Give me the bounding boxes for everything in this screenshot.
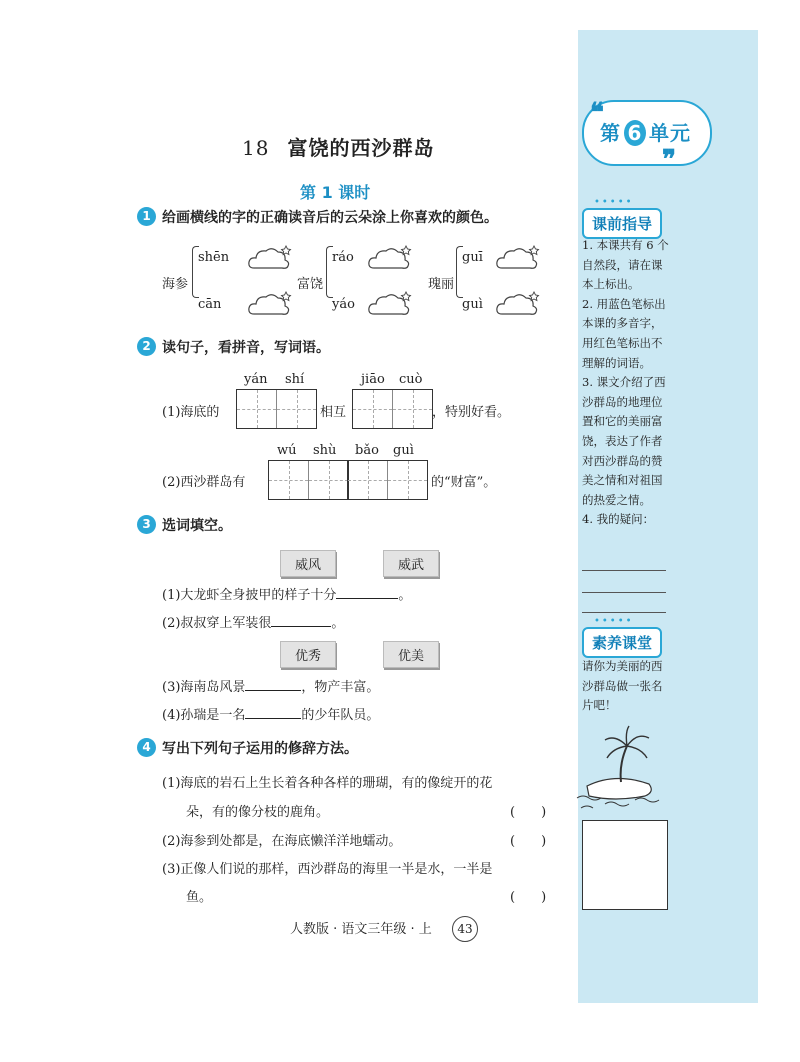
q4-s2: (2)海参到处都是，在海底懒洋洋地蠕动。 [162, 834, 402, 849]
q2-s2-prefix: (2)西沙群岛有 [162, 475, 246, 490]
cloud-icon[interactable] [246, 290, 292, 316]
guide-line: 1. 本课共有 6 个 [582, 238, 669, 252]
blank-1[interactable] [336, 584, 398, 599]
guide-line: 的热爱之情。 [582, 492, 651, 507]
cloud-icon[interactable] [494, 244, 540, 270]
word-chip-weiwu: 威武 [383, 550, 439, 577]
q3-number-icon: 3 [137, 515, 156, 534]
q4-s3-line2: 鱼。 [186, 890, 213, 905]
lesson-number: 18 [242, 136, 270, 160]
pinyin-cuo: cuò [399, 372, 423, 387]
answer-box-baogui[interactable] [347, 460, 428, 500]
guide-line: 2. 用蓝色笔标出 [582, 296, 666, 311]
q2-s1-suffix: ，特别好看。 [432, 405, 511, 420]
q1-pinyin-option: guī [462, 250, 483, 265]
q1-prompt: 给画横线的字的正确读音后的云朵涂上你喜欢的颜色。 [162, 210, 498, 226]
guide-line: 4. 我的疑问： [582, 512, 655, 527]
quote-close-icon: ❞ [662, 145, 676, 175]
q2-s2-suffix: 的“财富”。 [431, 475, 497, 490]
q4-prompt: 写出下列句子运用的修辞方法。 [162, 741, 358, 757]
sidebar-card-box [582, 820, 668, 910]
guide-line: 饶，表达了作者 [582, 433, 663, 448]
guide-line: 自然段，请在课 [582, 257, 663, 272]
blank-2[interactable] [271, 612, 331, 627]
unit-number: 6 [624, 120, 646, 146]
answer-box-yanshi[interactable] [236, 389, 317, 429]
q1-pinyin-option: yáo [332, 297, 355, 312]
unit-prefix: 第 [600, 121, 621, 145]
q1-word-1: 富饶 [297, 277, 324, 292]
word-chip-weifeng: 威风 [280, 550, 336, 577]
q1-pinyin-option: ráo [332, 250, 354, 265]
island-illustration-icon [575, 724, 665, 810]
blank-4[interactable] [245, 704, 301, 719]
q3-s4: (4)孙瑞是一名 的少年队员。 [162, 704, 379, 723]
guide-line: 本上标出。 [582, 277, 640, 292]
q2-prompt: 读句子，看拼音，写词语。 [162, 340, 330, 356]
quote-open-icon: ❝ [590, 98, 604, 128]
unit-suffix: 单元 [649, 121, 691, 145]
quality-heading: 素养课堂 [582, 627, 662, 658]
pinyin-wu: wú [277, 443, 297, 458]
page-number: 43 [452, 916, 478, 942]
guide-dots: ••••• [594, 197, 634, 208]
q4-s1-line2: 朵，有的像分枝的鹿角。 [186, 805, 330, 820]
quality-line: 沙群岛做一张名 [582, 678, 663, 693]
guide-line: 置和它的美丽富 [582, 414, 663, 429]
pinyin-shu: shù [313, 443, 337, 458]
q2-s1-middle: 相互 [320, 405, 347, 420]
pinyin-yan: yán [244, 372, 268, 387]
question-line-2 [582, 592, 666, 593]
q3-prompt: 选词填空。 [162, 518, 232, 534]
q3-s2: (2)叔叔穿上军装很 。 [162, 612, 344, 631]
pinyin-shi: shí [285, 372, 305, 387]
q4-s3-line1: (3)正像人们说的那样，西沙群岛的海里一半是水，一半是 [162, 862, 493, 877]
q1-pinyin-option: cān [198, 297, 222, 312]
q1-word-0: 海参 [162, 277, 189, 292]
guide-line: 用红色笔标出不 [582, 335, 663, 350]
answer-paren-2[interactable]: ( ) [510, 834, 547, 849]
question-line-3 [582, 612, 666, 613]
cloud-icon[interactable] [494, 290, 540, 316]
answer-box-wushu[interactable] [268, 460, 349, 500]
footer-edition: 人教版 · 语文三年级 · 上 [290, 922, 432, 937]
blank-3[interactable] [245, 676, 301, 691]
q1-pinyin-option: guì [462, 297, 483, 312]
guide-text [582, 236, 674, 530]
quality-dots: ••••• [594, 616, 634, 627]
q1-pinyin-option: shēn [198, 250, 230, 265]
pinyin-bao: bǎo [355, 443, 379, 458]
unit-label [600, 117, 691, 146]
answer-paren-1[interactable]: ( ) [510, 805, 547, 820]
q2-s1-prefix: (1)海底的 [162, 405, 220, 420]
quality-line: 片吧！ [582, 698, 617, 713]
pinyin-gui: guì [393, 443, 414, 458]
guide-heading: 课前指导 [582, 208, 662, 239]
guide-line: 沙群岛的地理位 [582, 394, 663, 409]
answer-paren-3[interactable]: ( ) [510, 890, 547, 905]
guide-line: 对西沙群岛的赞 [582, 453, 663, 468]
q1-number-icon: 1 [137, 207, 156, 226]
quality-line: 请你为美丽的西 [582, 659, 663, 673]
lesson-period: 第 1 课时 [300, 183, 371, 202]
guide-line: 美之情和对祖国 [582, 473, 663, 488]
q3-s3: (3)海南岛风景 ，物产丰富。 [162, 676, 379, 695]
pinyin-jiao: jiāo [361, 372, 385, 387]
word-chip-youmei: 优美 [383, 641, 439, 668]
guide-line: 理解的词语。 [582, 355, 651, 370]
answer-box-jiaocuo[interactable] [352, 389, 433, 429]
lesson-title: 富饶的西沙群岛 [287, 136, 435, 160]
question-line-1 [582, 570, 666, 571]
cloud-icon[interactable] [246, 244, 292, 270]
word-chip-youxiu: 优秀 [280, 641, 336, 668]
q1-word-2: 瑰丽 [428, 277, 455, 292]
guide-line: 本课的多音字， [582, 316, 663, 331]
q4-number-icon: 4 [137, 738, 156, 757]
q2-number-icon: 2 [137, 337, 156, 356]
quality-text [582, 657, 674, 716]
cloud-icon[interactable] [366, 244, 412, 270]
guide-line: 3. 课文介绍了西 [582, 375, 666, 390]
cloud-icon[interactable] [366, 290, 412, 316]
q4-s1-line1: (1)海底的岩石上生长着各种各样的珊瑚，有的像绽开的花 [162, 776, 493, 791]
q3-s1: (1)大龙虾全身披甲的样子十分 。 [162, 584, 411, 603]
page-title [242, 132, 434, 161]
